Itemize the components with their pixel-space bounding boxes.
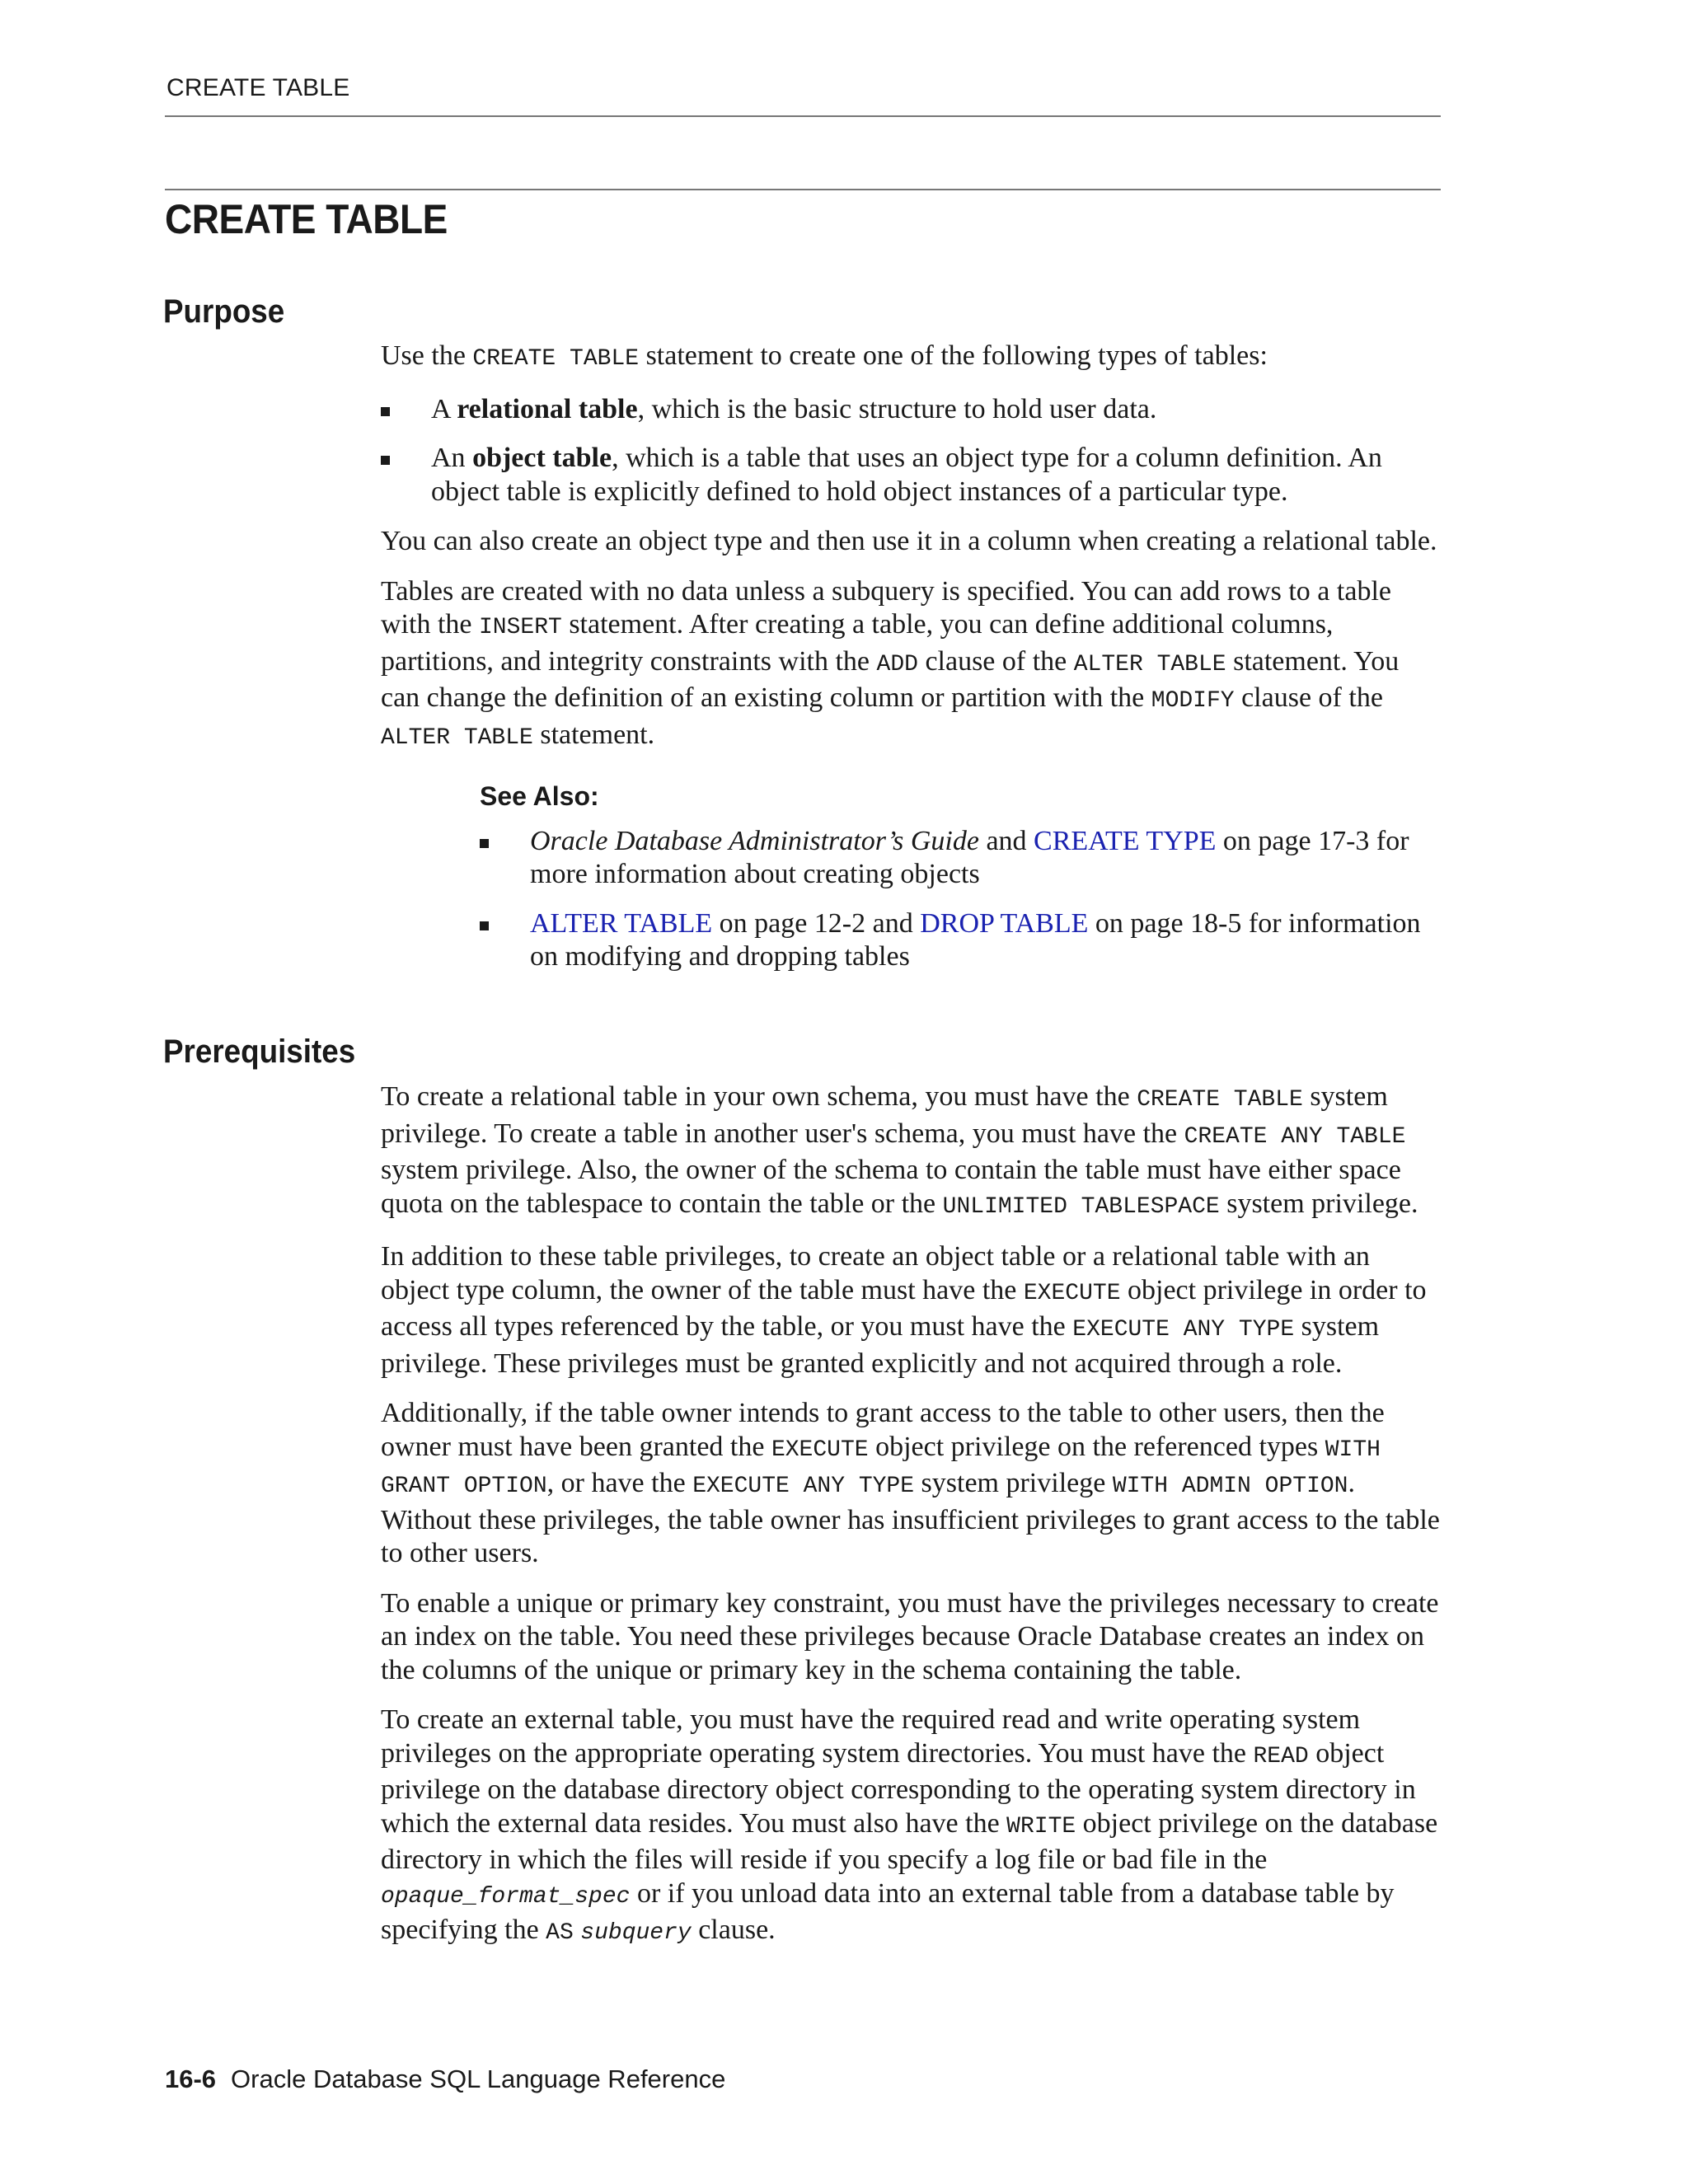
code-term: EXECUTE ANY TYPE: [692, 1474, 915, 1499]
code-term: WITH ADMIN OPTION: [1112, 1474, 1348, 1499]
text: , or have the: [546, 1468, 693, 1498]
text: Tables are created with no data unless a subquery is specified. You can add rows to a table with the: [381, 575, 1391, 640]
text: system privilege.: [1219, 1188, 1418, 1219]
text: object privilege on the database directory object corresponding to the operating system directory in which the external data resides. You must also have the: [381, 1737, 1416, 1839]
see-also-list: [480, 825, 1444, 974]
page-title: CREATE TABLE: [165, 196, 448, 242]
text: object privilege in order to access all types referenced by the table, or you must have the: [381, 1274, 1427, 1342]
text: or if you unload data into an external table from a database table by specifying the: [381, 1877, 1395, 1945]
code-placeholder: opaque_format_spec: [381, 1883, 631, 1910]
prerequisites-section: [381, 1080, 1444, 1967]
text: An: [431, 443, 473, 473]
link-create-type[interactable]: CREATE TYPE: [1034, 825, 1217, 856]
code-term: EXECUTE: [1023, 1280, 1121, 1306]
table-types-list: [381, 393, 1444, 509]
code-term: ALTER TABLE: [381, 724, 533, 751]
text: Additionally, if the table owner intends to grant access to the table to other users, then the owner must have been granted the: [381, 1398, 1385, 1462]
text: . Without these privileges, the table owner has insufficient privileges to grant access to the table to other users.: [381, 1468, 1440, 1568]
title-rule: [165, 189, 1441, 190]
code-term: CREATE ANY TABLE: [1184, 1123, 1406, 1150]
code-term: CREATE TABLE: [472, 346, 640, 372]
text: clause of the: [917, 645, 1074, 677]
text: , which is a table that uses an object type for a column definition. An object table is explicitly defined to hold object instances of a particular type.: [431, 443, 1382, 507]
book-title-footer: Oracle Database SQL Language Reference: [231, 2064, 726, 2093]
text: on page 17-3 for more information about creating objects: [530, 825, 1409, 889]
text: To create an external table, you must have the required read and write operating system privileges on the appropriate operating system directories. You must have the: [381, 1704, 1361, 1769]
code-term: AS: [546, 1920, 574, 1946]
purpose-intro: [381, 340, 1444, 377]
prereq-paragraph-5: [381, 1704, 1444, 1951]
bullet-icon: [381, 407, 390, 416]
purpose-paragraph-2: You can also create an object type and then use it in a column when creating a relational table.: [381, 526, 1437, 556]
text: system privilege: [914, 1468, 1113, 1498]
prereq-paragraph-3: [381, 1397, 1444, 1571]
text: object privilege on the database directory in which the files will reside if you specify a log file or bad file in the: [381, 1807, 1438, 1875]
code-term: EXECUTE ANY TYPE: [1072, 1317, 1295, 1343]
code-term: ALTER TABLE: [1073, 651, 1226, 677]
prereq-paragraph-1: [381, 1080, 1444, 1224]
running-header: CREATE TABLE: [166, 74, 350, 101]
code-term: INSERT: [478, 615, 562, 640]
list-item: [480, 825, 1444, 892]
code-term: ADD: [876, 651, 918, 677]
text: A: [431, 393, 457, 424]
text: and: [978, 825, 1034, 856]
header-rule: [165, 115, 1441, 117]
bold-term: relational table: [457, 393, 638, 424]
text: To create a relational table in your own schema, you must have the: [381, 1081, 1137, 1112]
link-alter-table[interactable]: ALTER TABLE: [530, 907, 713, 939]
text: statement to create one of the following types of tables:: [639, 340, 1268, 371]
text: Use the: [381, 340, 473, 371]
list-item: [381, 393, 1444, 427]
text: clause.: [691, 1915, 776, 1945]
code-term: READ: [1253, 1743, 1309, 1769]
section-heading-prerequisites: Prerequisites: [163, 1033, 356, 1070]
bold-term: object table: [472, 443, 612, 473]
text: statement.: [532, 719, 655, 750]
purpose-paragraph-3: [381, 575, 1444, 756]
see-also-box: [480, 780, 1444, 974]
text: statement. You can change the definition of an existing column or partition with the: [381, 645, 1400, 713]
book-title: Oracle Database Administrator’s Guide: [530, 825, 979, 856]
prereq-paragraph-2: [381, 1240, 1444, 1380]
code-term: WITH GRANT OPTION: [381, 1436, 1381, 1499]
text: clause of the: [1234, 682, 1383, 713]
bullet-icon: [480, 921, 489, 930]
page-number: 16-6: [165, 2064, 217, 2093]
prereq-paragraph-4: To enable a unique or primary key constraint, you must have the privileges necessary to create an index on the table. You need these privileges because Oracle Database creates an index on the columns of the unique or primary key in the schema containing the table.: [381, 1587, 1439, 1685]
bullet-icon: [381, 456, 390, 465]
code-term: UNLIMITED TABLESPACE: [942, 1193, 1220, 1220]
code-term: CREATE TABLE: [1137, 1087, 1303, 1113]
code-term: EXECUTE: [771, 1436, 869, 1463]
list-item: [480, 907, 1444, 974]
bullet-icon: [480, 839, 489, 848]
code-placeholder: subquery: [580, 1920, 692, 1946]
code-term: MODIFY: [1151, 688, 1235, 714]
text: system privilege. These privileges must be granted explicitly and not acquired through a role.: [381, 1311, 1380, 1379]
text: on page 12-2 and: [712, 907, 921, 939]
list-item: [381, 442, 1444, 509]
page-footer: [165, 2064, 725, 2094]
text: system privilege. To create a table in another user's schema, you must have the: [381, 1081, 1388, 1149]
text: object privilege on the referenced types: [868, 1431, 1325, 1462]
link-drop-table[interactable]: DROP TABLE: [920, 907, 1089, 939]
text: statement. After creating a table, you can define additional columns, partitions, and integrity constraints with the: [381, 609, 1334, 677]
section-heading-purpose: Purpose: [163, 293, 285, 330]
text: , which is the basic structure to hold user data.: [637, 393, 1157, 424]
code-term: WRITE: [1006, 1813, 1076, 1840]
text: In addition to these table privileges, to create an object table or a relational table with an object type column, the owner of the table must have the: [381, 1241, 1370, 1305]
purpose-section: [381, 340, 1444, 991]
text: system privilege. Also, the owner of the schema to contain the table must have either space quota on the tablespace to contain the table or the: [381, 1155, 1401, 1219]
text: on page 18-5 for information on modifying and dropping tables: [530, 907, 1421, 972]
see-also-heading: See Also:: [480, 781, 599, 811]
